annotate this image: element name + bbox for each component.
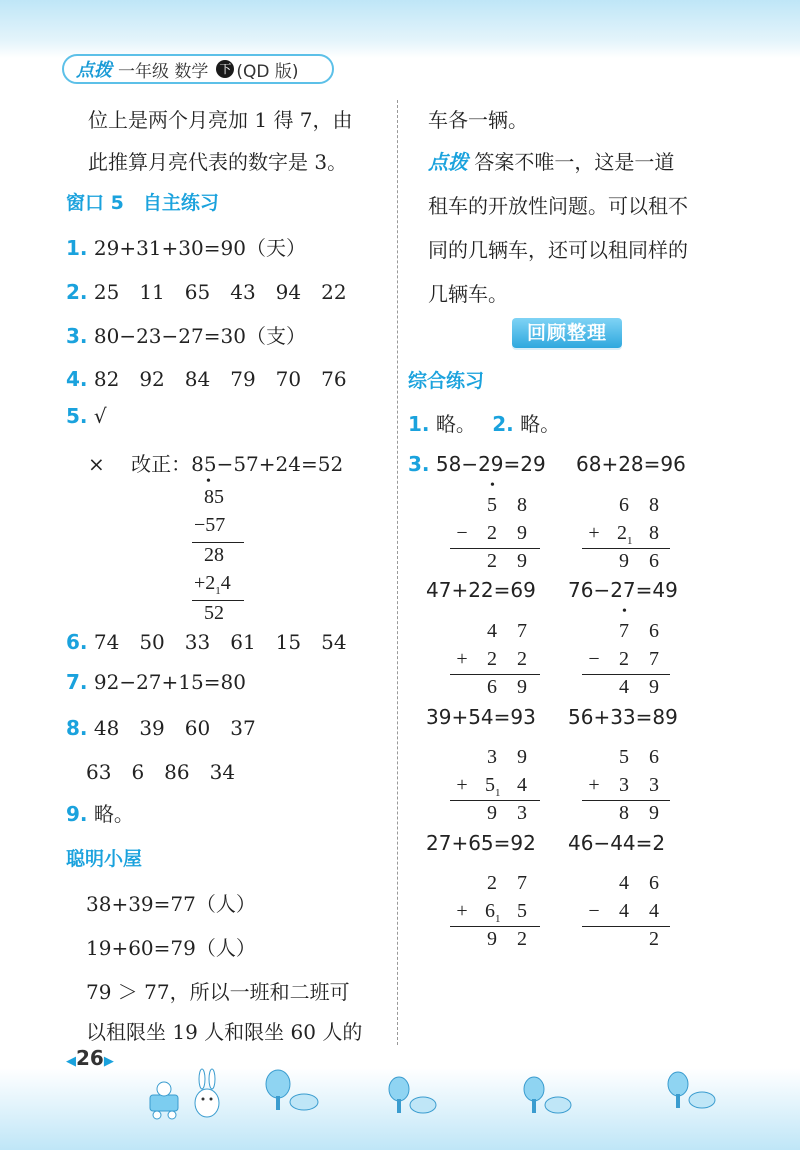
answer-item-7	[66, 670, 246, 694]
item-number: 9.	[66, 802, 88, 826]
item-number: 7.	[66, 670, 88, 694]
tree-illustration	[520, 1075, 580, 1120]
item-text: 80−23−27=30（支）	[93, 324, 306, 348]
item-text: 29+31+30=90（天）	[93, 236, 306, 260]
equation: 46−44=2	[568, 831, 666, 855]
book-header	[62, 54, 334, 84]
grade-subject: 一年级 数学	[118, 61, 209, 82]
item-text: 48 39 60 37	[93, 716, 256, 740]
item-number: 5.	[66, 404, 88, 428]
answer-item-6	[66, 626, 347, 655]
checkmark: √	[93, 404, 107, 428]
calc-row: −57	[194, 514, 226, 536]
item-text: 略。	[435, 412, 466, 436]
edition-label: (QD 版)	[236, 61, 299, 82]
right-arrow-icon: ▶	[103, 1054, 114, 1069]
calc-part: +2	[194, 572, 216, 594]
carry-digit: 1	[215, 585, 221, 597]
section-title-window5: 窗口 5 自主练习	[66, 192, 219, 214]
item-text: 25 11 65 43 94 22	[93, 280, 347, 304]
hint-line-2: 租车的开放性问题。可以租不	[428, 194, 688, 218]
volume-badge: 下	[216, 60, 234, 78]
calc-part: 4	[220, 572, 231, 594]
equation: 68+28=96	[576, 452, 686, 476]
item-number: 1.	[66, 236, 88, 260]
answer-item-9	[66, 798, 134, 827]
tree-illustration	[664, 1070, 724, 1115]
hint-text: 答案不唯一，这是一道	[474, 150, 675, 174]
left-arrow-icon: ◀	[66, 1054, 76, 1069]
calc-rule	[192, 542, 244, 543]
equation: 27+65=92	[426, 831, 536, 855]
answer-item-8-line2: 63 6 86 34	[86, 760, 236, 784]
borrow-dot: •	[206, 474, 211, 489]
section-title-clever-house: 聪明小屋	[66, 848, 143, 870]
item-number: 2.	[66, 280, 88, 304]
correction-line: × 改正：85−57+24=52	[88, 452, 344, 476]
brand-logo: 点拨	[76, 60, 112, 81]
review-badge: 回顾整理	[512, 318, 622, 348]
answer-item-8	[66, 712, 256, 741]
item-text: 92−27+15=80	[93, 670, 246, 694]
item-text: 略。	[520, 412, 561, 436]
hint-label: 点拨	[428, 150, 468, 174]
item-number: 3.	[408, 452, 430, 476]
page-number	[66, 1046, 114, 1070]
calc-rule	[192, 600, 244, 601]
item-number: 4.	[66, 367, 88, 391]
calc-row	[194, 572, 231, 597]
tree-illustration	[385, 1075, 445, 1120]
answer-q1-q2	[408, 408, 560, 437]
page-number-text: 26	[76, 1046, 104, 1070]
equation: 76−27=49	[568, 578, 678, 602]
calc-row: 52	[204, 602, 224, 624]
answer-item-5	[66, 404, 107, 428]
equation: 47+22=69	[426, 578, 536, 602]
clever-line-4: 以租限坐 19 人和限坐 60 人的	[86, 1020, 363, 1044]
answer-item-2	[66, 276, 347, 305]
continued-text: 车各一辆。	[428, 108, 528, 132]
calc-row: 28	[204, 544, 224, 566]
item-text: 82 92 84 79 70 76	[93, 367, 347, 391]
equation: 56+33=89	[568, 705, 678, 729]
clever-line-1: 38+39=77（人）	[86, 892, 256, 916]
answer-q3	[408, 452, 546, 476]
item-text: 74 50 33 61 15 54	[93, 630, 347, 654]
equation: 39+54=93	[426, 705, 536, 729]
item-number: 2.	[492, 412, 514, 436]
intro-text-2: 此推算月亮代表的数字是 3。	[88, 150, 348, 174]
item-number: 1.	[408, 412, 430, 436]
answer-item-3	[66, 320, 306, 349]
item-number: 6.	[66, 630, 88, 654]
hint-line-3: 同的几辆车，还可以租同样的	[428, 238, 688, 262]
bunny-cart-illustration	[145, 1065, 235, 1125]
intro-text-1: 位上是两个月亮加 1 得 7，由	[88, 108, 353, 132]
equation: 58−29=29	[435, 452, 546, 476]
item-number: 3.	[66, 324, 88, 348]
section-title-practice: 综合练习	[408, 370, 485, 392]
clever-line-3: 79 ＞ 77，所以一班和二班可	[86, 980, 350, 1004]
item-text: 略。	[93, 802, 134, 826]
item-number: 8.	[66, 716, 88, 740]
tree-illustration	[262, 1068, 322, 1118]
column-divider	[397, 100, 398, 1045]
answer-item-1	[66, 232, 306, 261]
hint-line-4: 几辆车。	[428, 282, 508, 306]
clever-line-2: 19+60=79（人）	[86, 936, 256, 960]
calc-row: 85	[204, 486, 224, 508]
top-banner	[0, 0, 800, 58]
answer-item-4	[66, 363, 347, 392]
borrow-dot: •	[622, 604, 627, 619]
borrow-dot: •	[490, 478, 495, 493]
hint-line-1	[428, 146, 674, 175]
